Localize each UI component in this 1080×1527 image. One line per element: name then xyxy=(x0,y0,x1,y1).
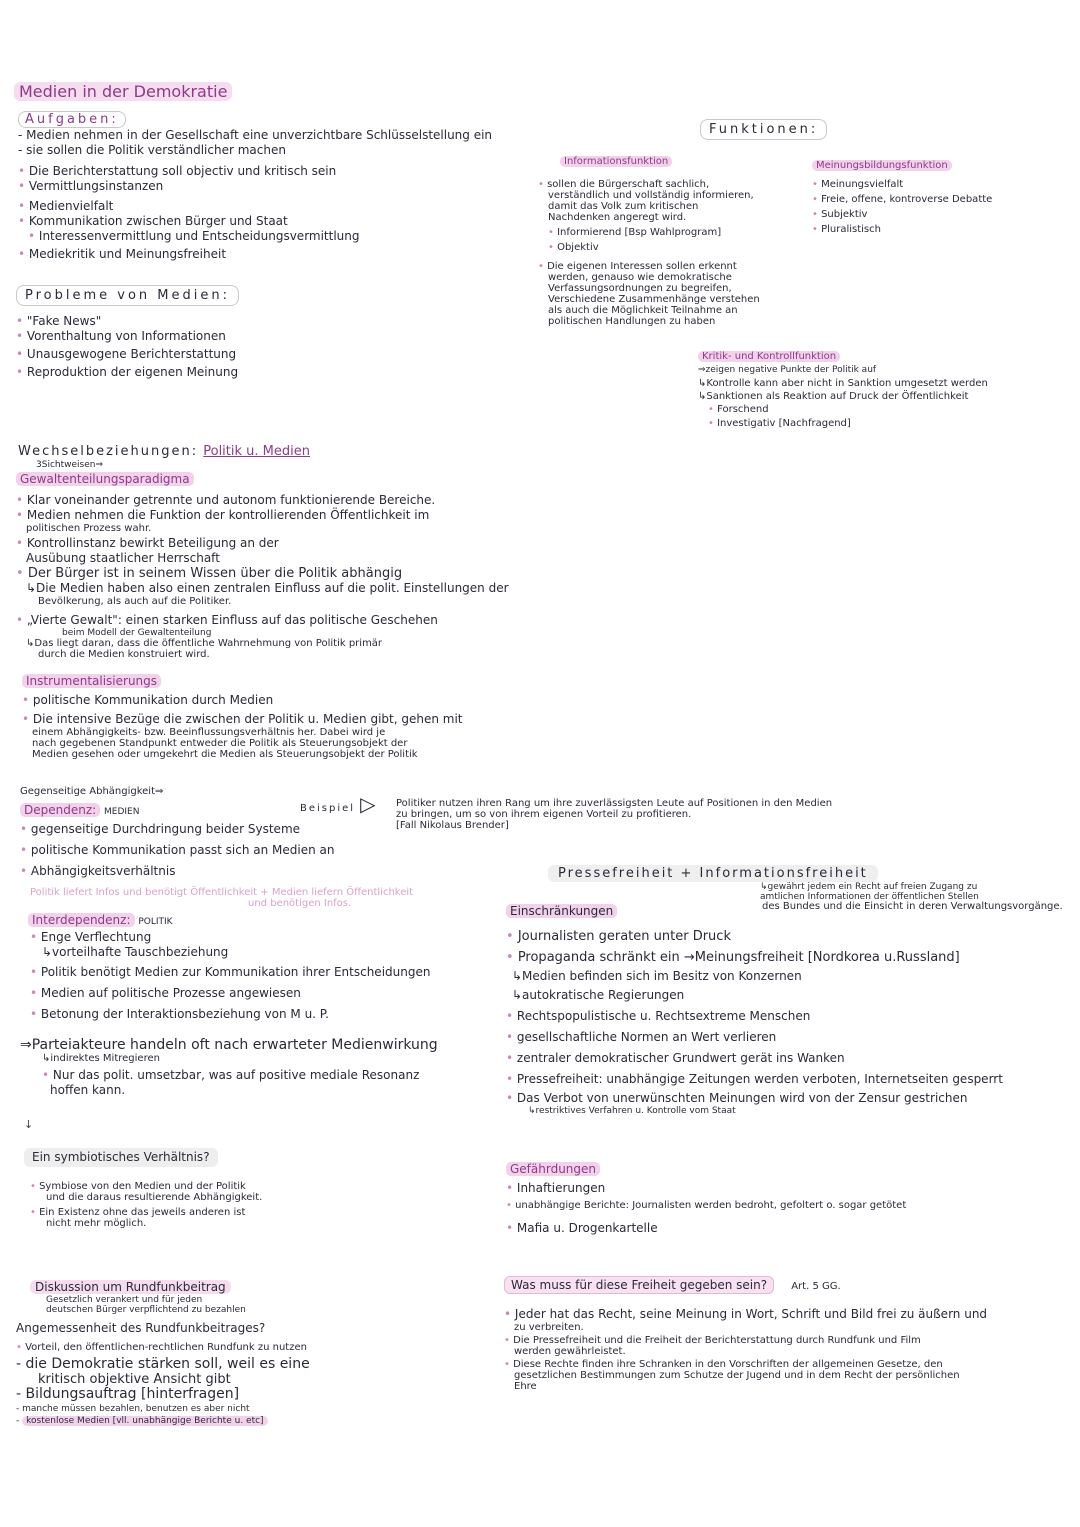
list-item: Ausübung staatlicher Herrschaft xyxy=(26,551,220,565)
list-item: • Klar voneinander getrennte und autonom funktionierende Bereiche. xyxy=(16,493,596,508)
info-line: Verschiedene Zusammenhänge verstehen xyxy=(548,294,760,305)
list-item: durch die Medien konstruiert wird. xyxy=(38,649,210,660)
kritik-line: ↳Sanktionen als Reaktion auf Druck der Öffentlichkeit xyxy=(698,391,969,402)
info-line: verständlich und vollständig informieren, xyxy=(548,190,754,201)
gegen-heading: Gegenseitige Abhängigkeit⇒ xyxy=(20,786,164,797)
nur-line2: hoffen kann. xyxy=(50,1083,126,1097)
list-item: • Mediekritik und Meinungsfreiheit xyxy=(18,247,492,262)
list-item: • Pluralistisch xyxy=(812,224,992,235)
dep-pink: Politik liefert Infos und benötigt Öffentlichkeit + Medien liefern Öffentlichkeit xyxy=(30,887,414,898)
inter-label: Interdependenz: xyxy=(28,913,135,927)
list-item: • „Vierte Gewalt": einen starken Einfluss auf das politische Geschehen xyxy=(16,613,596,628)
list-item: • Medienvielfalt xyxy=(18,199,492,214)
list-item: • Propaganda schränkt ein →Meinungsfreiheit [Nordkorea u.Russland] xyxy=(506,950,1006,965)
funktionen-heading: Funktionen: xyxy=(700,118,827,137)
list-item: • politische Kommunikation passt sich an Medien an xyxy=(20,843,490,858)
list-item: • Meinungsvielfalt xyxy=(812,179,992,190)
list-item: • zentraler demokratischer Grundwert gerät ins Wanken xyxy=(506,1051,1006,1066)
list-item: • Freie, offene, kontroverse Debatte xyxy=(812,194,992,205)
presse-info: ↳gewährt jedem ein Recht auf freien Zugang zu amtlichen Informationen der öffentlichen Stellen des Bundes und die Einsicht in deren Verwaltungsvorgänge. xyxy=(760,882,1063,912)
list-item: • Vorteil, den öffentlichen-rechtlichen Rundfunk zu nutzen xyxy=(16,1342,476,1353)
list-item: • Kontrollinstanz bewirkt Beteiligung an der xyxy=(16,536,596,551)
list-item: • Medien auf politische Prozesse angewiesen xyxy=(20,986,490,1001)
partei-line: ⇒Parteiakteure handeln oft nach erwarteter Medienwirkung xyxy=(20,1037,438,1053)
list-item: ↳Die Medien haben also einen zentralen Einfluss auf die polit. Einstellungen der xyxy=(26,581,509,595)
beispiel-text: Politiker nutzen ihren Rang um ihre zuverlässigsten Leute auf Positionen in den Medien zu bringen, um so von ihrem eigenen Vorteil zu profitieren. [Fall Nikolaus Brender] xyxy=(396,798,833,831)
list-item: • Unausgewogene Berichterstattung xyxy=(16,347,239,362)
list-item: • unabhängige Berichte: Journalisten werden bedroht, gefoltert o. sogar getötet xyxy=(506,1200,1006,1211)
list-item: ↳vorteilhafte Tauschbeziehung xyxy=(42,945,229,959)
list-item: • Die Pressefreiheit und die Freiheit der Berichterstattung durch Rundfunk und Film xyxy=(504,1335,1074,1346)
was-question: Was muss für diese Freiheit gegeben sein? xyxy=(504,1276,774,1294)
info-line: als auch die Möglichkeit Teilnahme an xyxy=(548,305,738,316)
info-line: • sollen die Bürgerschaft sachlich, xyxy=(538,179,798,190)
list-item: • Reproduktion der eigenen Meinung xyxy=(16,365,239,380)
wechsel-link: Politik u. Medien xyxy=(203,444,310,459)
aufgaben-heading: Aufgaben: xyxy=(18,111,126,128)
list-item: • Kommunikation zwischen Bürger und Staat xyxy=(18,214,492,229)
list-item: • gegenseitige Durchdringung beider Systeme xyxy=(20,822,490,837)
list-item: politischen Prozess wahr. xyxy=(26,523,152,534)
rundfunk-heading: Diskussion um Rundfunkbeitrag xyxy=(30,1280,231,1294)
kritik-heading: Kritik- und Kontrollfunktion xyxy=(698,351,840,362)
einschr-section xyxy=(506,904,1006,1116)
list-item: Bevölkerung, als auch auf die Politiker. xyxy=(38,596,232,607)
einschr-heading: Einschränkungen xyxy=(506,904,617,918)
list-item: • Der Bürger ist in seinem Wissen über die Politik abhängig xyxy=(16,566,596,581)
list-item: • Betonung der Interaktionsbeziehung von M u. P. xyxy=(20,1007,490,1022)
kritik-line: ⇒zeigen negative Punkte der Politik auf xyxy=(698,365,877,375)
info-line: Verfassungsordnungen zu begreifen, xyxy=(548,283,732,294)
info-line: • Die eigenen Interessen sollen erkennt xyxy=(538,261,798,272)
list-item: • Interessenvermittlung und Entscheidungsvermittlung xyxy=(18,229,492,244)
dep-tag: MEDIEN xyxy=(104,807,140,817)
page-title xyxy=(14,82,232,101)
list-item: - sie sollen die Politik verständlicher machen xyxy=(18,143,286,157)
list-item: • Vermittlungsinstanzen xyxy=(18,179,492,194)
partei-sub: ↳indirektes Mitregieren xyxy=(42,1053,160,1064)
meinung-heading: Meinungsbildungsfunktion xyxy=(812,160,952,171)
list-item: beim Modell der Gewaltenteilung xyxy=(62,628,212,638)
list-item: und die daraus resultierende Abhängigkeit. xyxy=(46,1192,263,1203)
dep-label: Dependenz: xyxy=(20,803,100,817)
list-item: • Abhängigkeitsverhältnis xyxy=(20,864,490,879)
list-item: • Journalisten geraten unter Druck xyxy=(506,929,1006,944)
nur-line: • Nur das polit. umsetzbar, was auf positive mediale Resonanz xyxy=(20,1068,490,1083)
aufgaben-section xyxy=(18,108,492,262)
list-item: gesetzlichen Bestimmungen zum Schutze der Jugend und in dem Recht der persönlichen xyxy=(514,1370,960,1381)
list-item: • Jeder hat das Recht, seine Meinung in Wort, Schrift und Bild frei zu äußern und xyxy=(504,1307,1074,1322)
list-item: • Diese Rechte finden ihre Schranken in den Vorschriften der allgemeinen Gesetze, den xyxy=(504,1359,1074,1370)
list-item: kritisch objektive Ansicht gibt xyxy=(38,1372,231,1387)
gewalten-section xyxy=(16,472,596,660)
rundfunk-question: Angemessenheit des Rundfunkbeitrages? xyxy=(16,1321,266,1335)
wechsel-sub: 3Sichtweisen⇒ xyxy=(36,460,103,470)
was-section xyxy=(504,1274,1074,1392)
triangle-icon: ▷ xyxy=(360,792,376,816)
list-item: • Symbiose von den Medien und der Politik xyxy=(24,1181,262,1192)
list-item: • Vorenthaltung von Informationen xyxy=(16,329,239,344)
list-item: • politische Kommunikation durch Medien xyxy=(22,693,582,708)
list-item: ↳Das liegt daran, dass die öffentliche Wahrnehmung von Politik primär xyxy=(26,638,383,649)
list-item: ↳Medien befinden sich im Besitz von Konzernen xyxy=(512,969,802,983)
list-item: • Medien nehmen die Funktion der kontrollierenden Öffentlichkeit im xyxy=(16,508,596,523)
list-item: - manche müssen bezahlen, benutzen es aber nicht xyxy=(16,1404,250,1414)
symbiose-question: Ein symbiotisches Verhältnis? xyxy=(24,1148,218,1167)
probleme-section xyxy=(16,284,239,380)
instru-section xyxy=(22,674,582,760)
list-item: • Informierend [Bsp Wahlprogram] xyxy=(538,227,798,238)
list-item: • Objektiv xyxy=(538,242,798,253)
art-ref: Art. 5 GG. xyxy=(791,1281,841,1292)
list-item: • Die intensive Bezüge die zwischen der Politik u. Medien gibt, gehen mit xyxy=(22,712,582,727)
list-item: ↳autokratische Regierungen xyxy=(512,988,685,1002)
list-item: - Bildungsauftrag [hinterfragen] xyxy=(16,1386,240,1402)
info-heading: Informationsfunktion xyxy=(560,156,672,167)
list-item: • Inhaftierungen xyxy=(506,1181,1006,1196)
rundfunk-section xyxy=(16,1280,476,1426)
list-item: • Subjektiv xyxy=(812,209,992,220)
probleme-heading: Probleme von Medien: xyxy=(16,285,239,306)
list-item: • Rechtspopulistische u. Rechtsextreme Menschen xyxy=(506,1009,1006,1024)
list-item: zu verbreiten. xyxy=(514,1322,584,1333)
gegen-section xyxy=(20,786,490,1098)
info-line: damit das Volk zum kritischen xyxy=(548,201,699,212)
gefahr-heading: Gefährdungen xyxy=(506,1162,600,1176)
down-arrow-icon: ↓ xyxy=(24,1118,34,1131)
info-line: politischen Handlungen zu haben xyxy=(548,316,716,327)
gewalten-heading: Gewaltenteilungsparadigma xyxy=(16,472,194,486)
list-item: Ehre xyxy=(514,1381,537,1392)
list-item: • Mafia u. Drogenkartelle xyxy=(506,1221,1006,1236)
page-title-text: Medien in der Demokratie xyxy=(14,82,232,101)
beispiel-label: Beispiel ▷ xyxy=(300,792,376,816)
gefahr-section xyxy=(506,1162,1006,1236)
informationsfunktion xyxy=(538,156,798,327)
instru-heading: Instrumentalisierungs xyxy=(22,674,161,688)
inter-tag: POLITIK xyxy=(138,917,173,927)
dep-pink2: und benötigen Infos. xyxy=(248,898,352,909)
list-item: nach gegebenen Standpunkt entweder die Politik als Steuerungsobjekt der xyxy=(32,738,408,749)
list-item: • Die Berichterstattung soll objectiv und kritisch sein xyxy=(18,164,492,179)
list-item: - kostenlose Medien [vll. unabhängige Berichte u. etc] xyxy=(16,1416,476,1426)
list-item: nicht mehr möglich. xyxy=(46,1218,147,1229)
list-item: • Politik benötigt Medien zur Kommunikation ihrer Entscheidungen xyxy=(20,965,490,980)
list-item: • "Fake News" xyxy=(16,314,239,329)
presse-heading: Pressefreiheit + Informationsfreiheit xyxy=(548,862,878,881)
list-item: • Forschend xyxy=(698,404,988,415)
list-item: • Pressefreiheit: unabhängige Zeitungen werden verboten, Internetseiten gesperrt xyxy=(506,1072,1006,1087)
list-item: ↳restriktives Verfahren u. Kontrolle vom Staat xyxy=(528,1106,736,1116)
meinungsbildungsfunktion xyxy=(812,160,992,235)
list-item: • Ein Existenz ohne das jeweils anderen ist xyxy=(24,1207,262,1218)
info-line: Nachdenken angeregt wird. xyxy=(548,212,687,223)
list-item: einem Abhängigkeits- bzw. Beeinflussungsverhältnis her. Dabei wird je xyxy=(32,727,386,738)
list-item: Medien gesehen oder umgekehrt die Medien als Steuerungsobjekt der Politik xyxy=(32,749,418,760)
info-line: werden, genauso wie demokratische xyxy=(548,272,732,283)
rundfunk-sub: Gesetzlich verankert und für jeden xyxy=(46,1295,203,1305)
list-item: • Enge Verflechtung xyxy=(20,930,490,945)
kritikfunktion xyxy=(698,351,988,429)
list-item: - die Demokratie stärken soll, weil es eine xyxy=(16,1356,310,1372)
list-item: • gesellschaftliche Normen an Wert verlieren xyxy=(506,1030,1006,1045)
wechsel-heading: Wechselbeziehungen: Politik u. Medien xyxy=(18,444,310,459)
symbiose-section xyxy=(24,1146,262,1229)
rundfunk-sub: deutschen Bürger verpflichtend zu bezahlen xyxy=(46,1305,246,1315)
list-item: • Investigativ [Nachfragend] xyxy=(698,418,988,429)
list-item: - Medien nehmen in der Gesellschaft eine unverzichtbare Schlüsselstellung ein xyxy=(18,128,493,142)
list-item: • Das Verbot von unerwünschten Meinungen wird von der Zensur gestrichen xyxy=(506,1091,1006,1106)
list-item: werden gewährleistet. xyxy=(514,1346,626,1357)
kritik-line: ↳Kontrolle kann aber nicht in Sanktion umgesetzt werden xyxy=(698,378,988,389)
